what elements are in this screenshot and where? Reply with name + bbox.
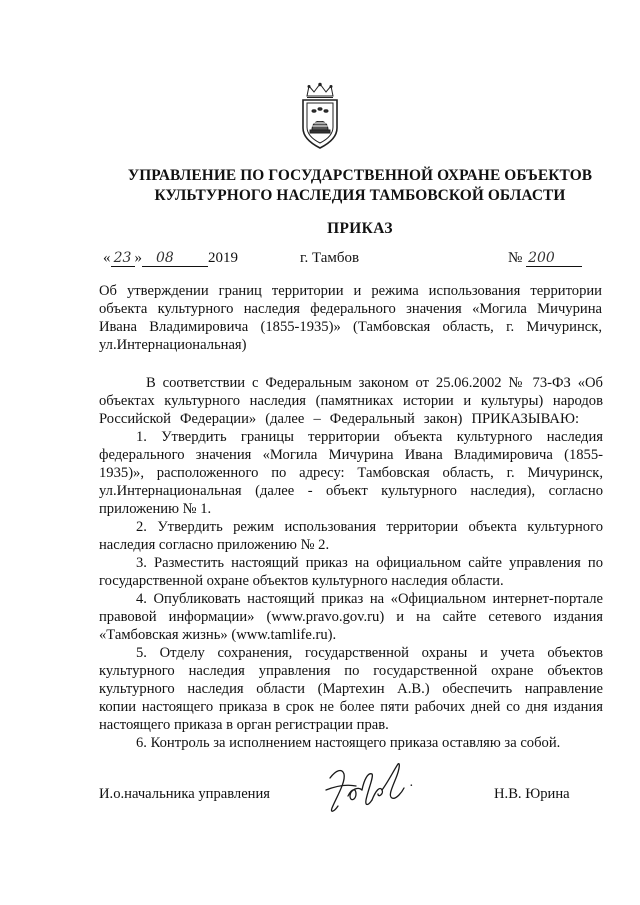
date-day: 23	[111, 250, 135, 267]
signature-mark: ·	[409, 779, 414, 794]
number-value: 200	[526, 250, 582, 267]
order-number	[508, 250, 582, 267]
body-line: ул.Интернациональная (далее - объект культурного наследия), согласно	[99, 483, 603, 499]
subject-line: Об утверждении границ территории и режима использования территории	[99, 283, 602, 299]
body-line: Российской Федерации» (далее – Федеральный закон) ПРИКАЗЫВАЮ:	[99, 411, 579, 427]
subject-line: Ивана Владимировича (1855-1935)» (Тамбовская область, г. Мичуринск,	[99, 319, 602, 335]
body-line: государственной охране объектов культурного наследия области.	[99, 573, 504, 589]
body-line: культурного наследия области (Мартехин А.В.) обеспечить направление	[99, 681, 603, 697]
body-line: культурного наследия управления по государственной охране объектов	[99, 663, 603, 679]
date-quote-close: »	[134, 250, 142, 266]
signatory-position: И.о.начальника управления	[99, 786, 271, 802]
body-line: объектах культурного наследия (памятниках истории и культуры) народов	[99, 393, 603, 409]
signatory-name: Н.В. Юрина	[494, 786, 570, 802]
body-line: 5. Отделу сохранения, государственной охраны и учета объектов	[136, 645, 603, 661]
organization-name-line-1: УПРАВЛЕНИЕ ПО ГОСУДАРСТВЕННОЙ ОХРАНЕ ОБЪЕКТОВ	[127, 167, 593, 184]
body-line: копии настоящего приказа в срок не более пяти рабочих дней со дня издания	[99, 699, 603, 715]
handwritten-signature-icon	[322, 760, 408, 816]
document-type-title: ПРИКАЗ	[327, 220, 393, 237]
body-line: 2. Утвердить режим использования территории объекта культурного	[136, 519, 603, 535]
body-line: 1. Утвердить границы территории объекта культурного наследия	[136, 429, 603, 445]
body-line: федерального значения «Могила Мичурина Ивана Владимировича (1855-	[99, 447, 603, 463]
body-line: настоящего приказа в орган регистрации прав.	[99, 717, 389, 733]
subject-line: объекта культурного наследия федерального значения «Могила Мичурина	[99, 301, 602, 317]
body-line: правовой информации» (www.pravo.gov.ru) и на сайте сетевого издания	[99, 609, 603, 625]
organization-name-line-2: КУЛЬТУРНОГО НАСЛЕДИЯ ТАМБОВСКОЙ ОБЛАСТИ	[154, 187, 566, 204]
body-line: 6. Контроль за исполнением настоящего приказа оставляю за собой.	[136, 735, 561, 751]
body-line: «Тамбовская жизнь» (www.tamlife.ru).	[99, 627, 337, 643]
body-line: наследия согласно приложению № 2.	[99, 537, 330, 553]
body-line: 4. Опубликовать настоящий приказ на «Официальном интернет-портале	[136, 591, 603, 607]
body-line: В соответствии с Федеральным законом от 25.06.2002 № 73-ФЗ «Об	[146, 375, 603, 391]
subject-line: ул.Интернациональная)	[99, 337, 247, 353]
order-date	[103, 250, 238, 267]
date-quote-open: «	[103, 250, 111, 266]
date-year: 2019	[208, 250, 238, 266]
body-line: 1935)», расположенного по адресу: Тамбовская область, г. Мичуринск,	[99, 465, 603, 481]
body-line: приложению № 1.	[99, 501, 212, 517]
tambov-coat-of-arms-icon	[298, 82, 342, 150]
date-month: 08	[142, 250, 208, 267]
number-label: №	[508, 250, 523, 266]
body-line: 3. Разместить настоящий приказ на официальном сайте управления по	[136, 555, 603, 571]
order-city: г. Тамбов	[300, 250, 360, 266]
